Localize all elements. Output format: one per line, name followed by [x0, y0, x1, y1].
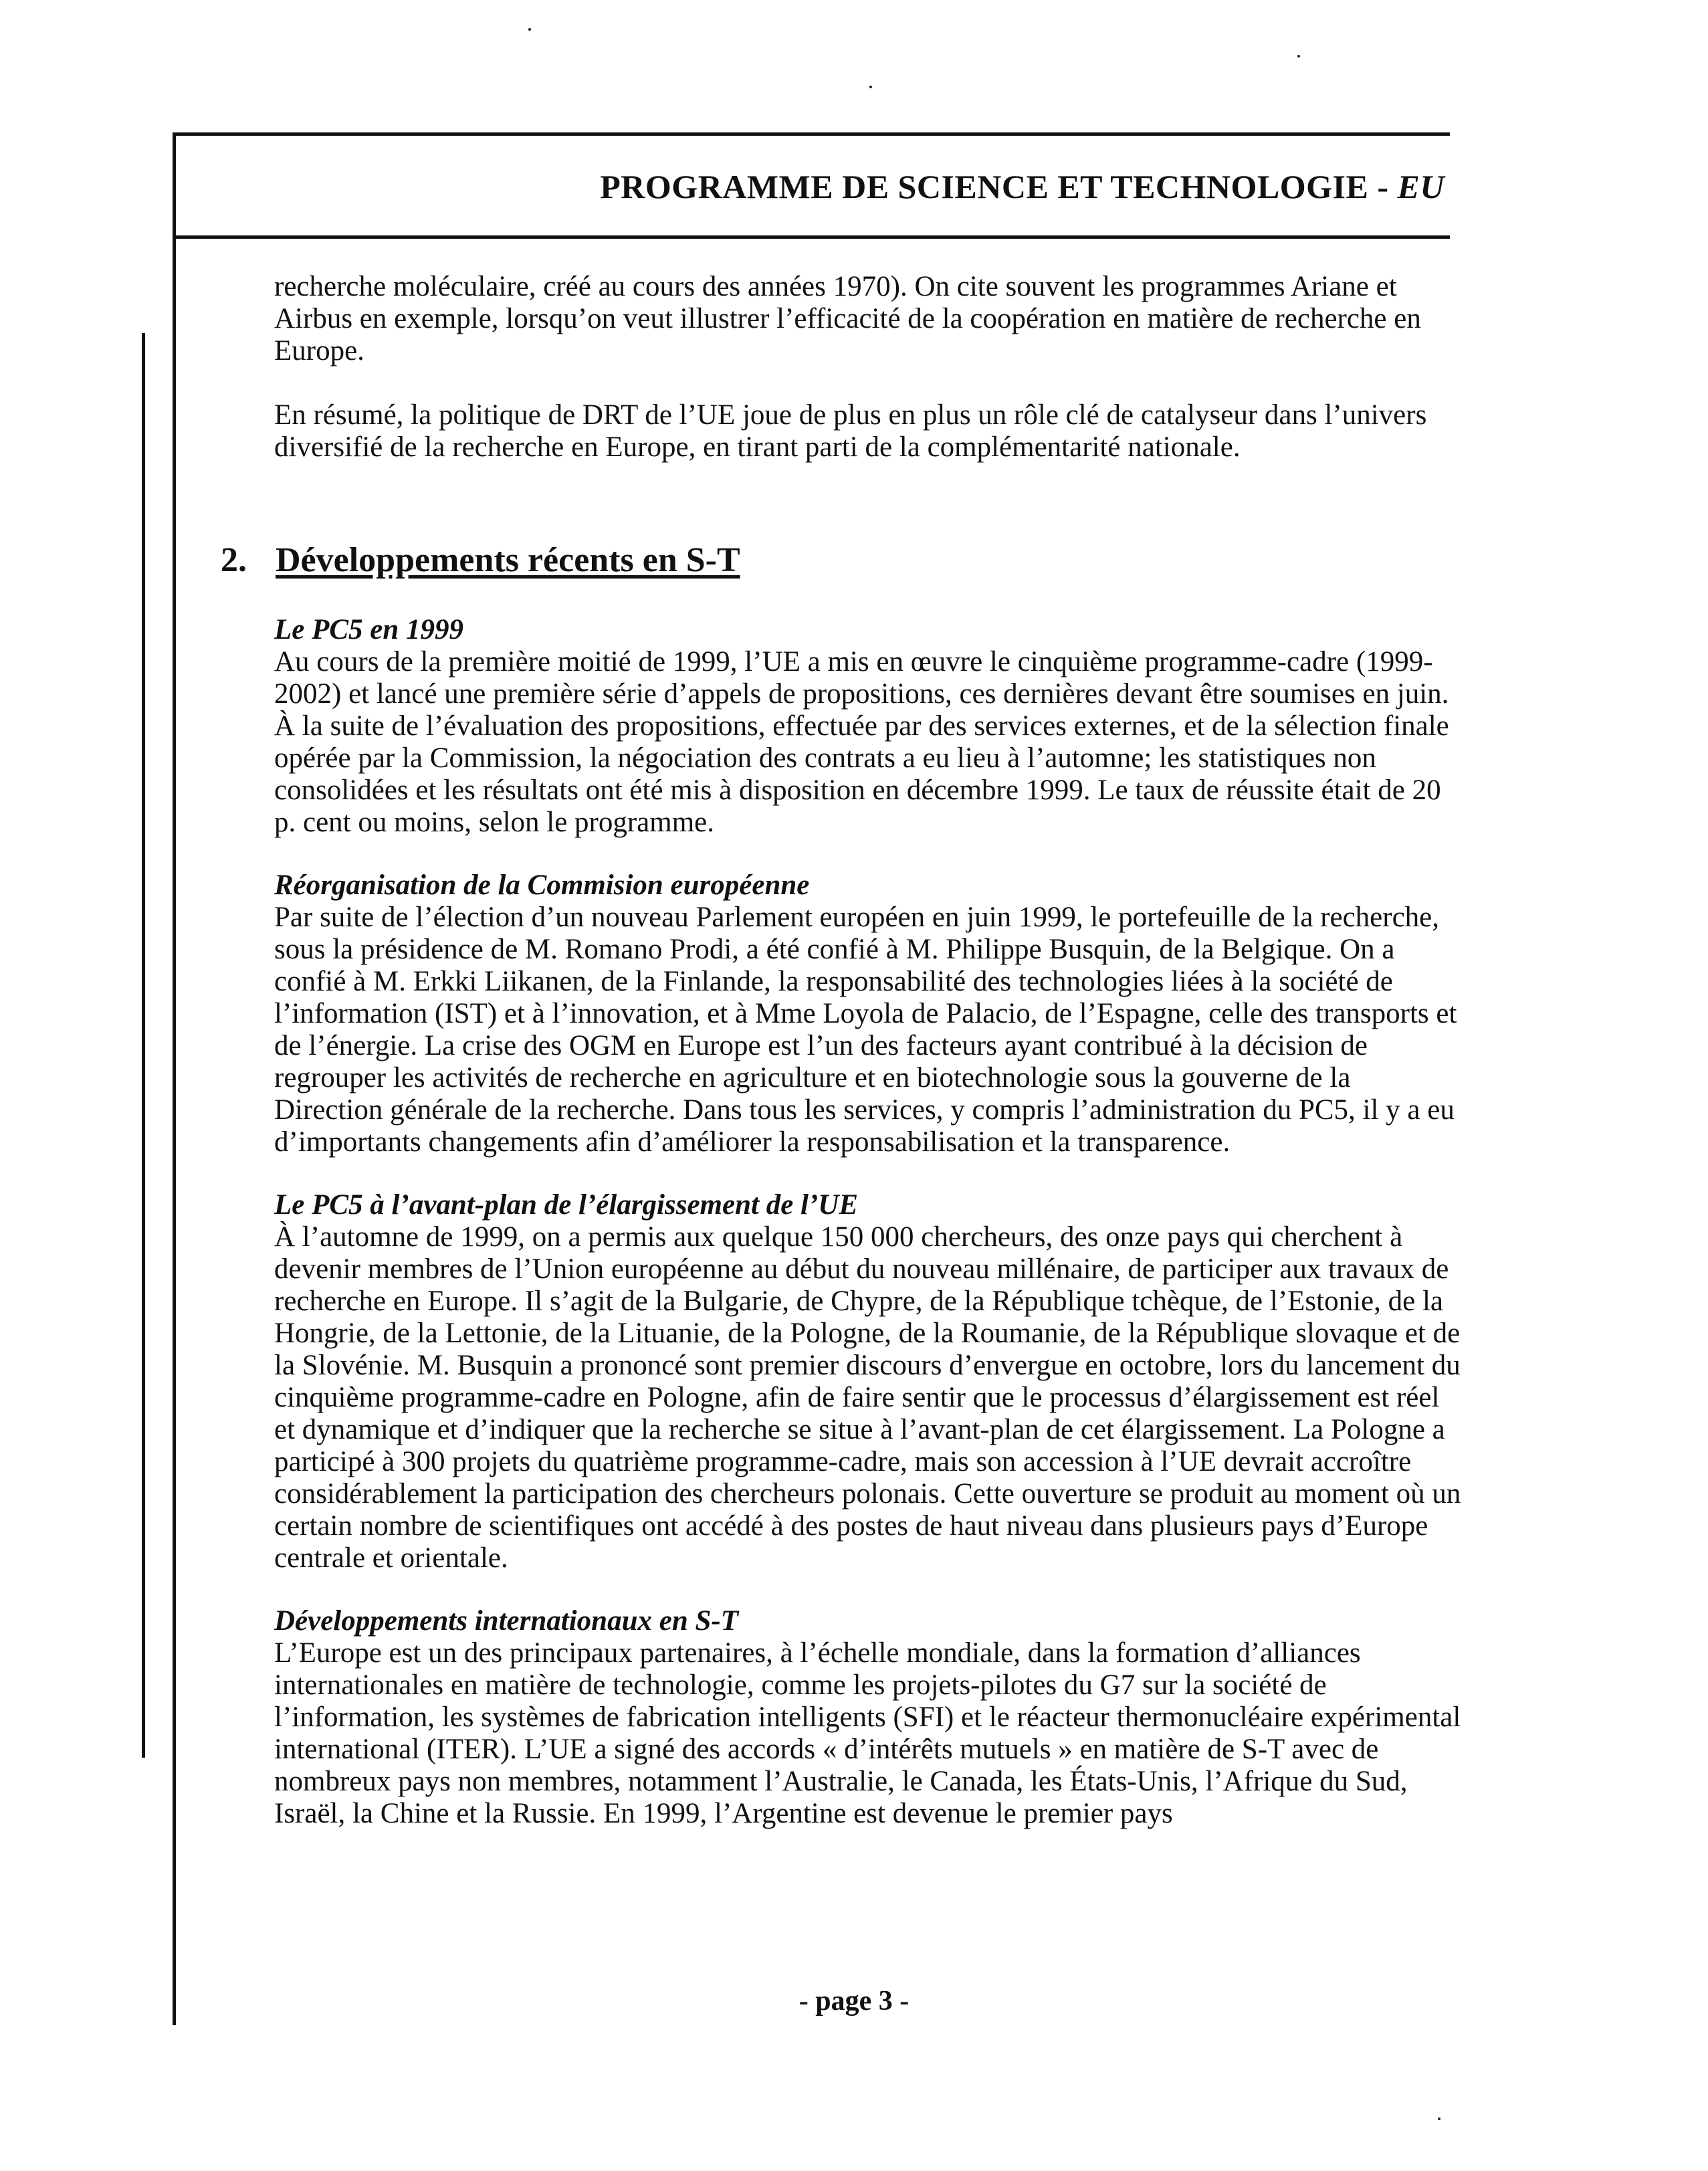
subsection-text: Par suite de l’élection d’un nouveau Parlement européen en juin 1999, le portefeuille de la recherche, sous la présidence de M. Romano Prodi, a été confié à M. Philippe Busquin, de la Belgique. On a confié à M. Erkki Liikanen, de la Finlande, la responsabilité des technologies liées à la société de l’information (IST) et à l’innovation, et à Mme Loyola de Palacio, de l’Espagne, celle des transports et de l’énergie. La crise des OGM en Europe est l’un des facteurs ayant contribué à la décision de regrouper les activités de recherche en agriculture et en biotechnologie sous la gouverne de la Direction générale de la recherche. Dans tous les services, y compris l’administration du PC5, il y a eu d’importants changements afin d’améliorer la responsabilisation et la transparence. — [274, 902, 1457, 1158]
subsection-text: L’Europe est un des principaux partenaires, à l’échelle mondiale, dans la formation d’alliances internationales en matière de technologie, comme les projets-pilotes du G7 sur la société de l’information, les systèmes de fabrication intelligents (SFI) et le réacteur thermonucléaire expérimental international (ITER). L’UE a signé des accords « d’intérêts mutuels » en matière de S-T avec de nombreux pays non membres, notamment l’Australie, le Canada, les États-Unis, l’Afrique du Sud, Israël, la Chine et la Russie. En 1999, l’Argentine est devenue le premier pays — [274, 1637, 1461, 1829]
subsection-heading: Le PC5 en 1999 — [274, 614, 464, 645]
running-header-text: PROGRAMME DE SCIENCE ET TECHNOLOGIE - — [600, 168, 1398, 205]
intro-paragraph-2: En résumé, la politique de DRT de l’UE joue de plus en plus un rôle clé de catalyseur dans l’univers diversifié de la recherche en Europe, en tirant parti de la complémentarité nationale. — [274, 399, 1427, 463]
section-title: Développements récents en S-T — [276, 541, 740, 579]
page-number: - page 3 - — [798, 1986, 910, 2017]
scan-speck — [869, 86, 872, 88]
subsection-reorganisation — [274, 869, 1465, 1158]
scan-speck — [528, 28, 531, 31]
header-bottom-rule — [173, 235, 1450, 239]
scan-speck — [1438, 2117, 1440, 2120]
subsection-international — [274, 1605, 1465, 1830]
running-header-suffix: EU — [1397, 168, 1445, 205]
scan-speck — [1297, 55, 1300, 58]
left-frame-rule — [173, 132, 176, 2025]
subsection-heading: Le PC5 à l’avant-plan de l’élargissement de l’UE — [274, 1189, 859, 1221]
subsection-heading: Réorganisation de la Commision européenne — [274, 869, 810, 901]
header-top-rule — [173, 132, 1450, 136]
subsection-heading: Développements internationaux en S-T — [274, 1605, 738, 1637]
change-bar — [142, 333, 145, 1758]
subsection-text: À l’automne de 1999, on a permis aux quelque 150 000 chercheurs, des onze pays qui cherchent à devenir membres de l’Union européenne au début du nouveau millénaire, de participer aux travaux de recherche en Europe. Il s’agit de la Bulgarie, de Chypre, de la République tchèque, de l’Estonie, de la Hongrie, de la Lettonie, de la Lituanie, de la Pologne, de la Roumanie, de la République slovaque et de la Slovénie. M. Busquin a prononcé sont premier discours d’envergue en octobre, lors du lancement du cinquième programme-cadre en Pologne, afin de faire sentir que le processus d’élargissement est réel et dynamique et d’indiquer que la recherche se situe à l’avant-plan de cet élargissement. La Pologne a participé à 300 projets du quatrième programme-cadre, mais son accession à l’UE devrait accroître considérablement la participation des chercheurs polonais. Cette ouverture se produit au moment où un certain nombre de scientifiques ont accédé à des postes de haut niveau dans plusieurs pays d’Europe centrale et orientale. — [274, 1221, 1461, 1574]
section-body — [274, 614, 1465, 1861]
subsection-pc5-1999 — [274, 614, 1465, 839]
section-number: 2. — [221, 541, 247, 579]
intro-text — [274, 271, 1465, 463]
subsection-text: Au cours de la première moitié de 1999, l’UE a mis en œuvre le cinquième programme-cadre (1999-2002) et lancé une première série d’appels de propositions, ces dernières devant être soumises en juin. À la suite de l’évaluation des propositions, effectuée par des services externes, et de la sélection finale opérée par la Commission, la négociation des contrats a eu lieu à l’automne; les statistiques non consolidées et les résultats ont été mis à disposition en décembre 1999. Le taux de réussite était de 20 p. cent ou moins, selon le programme. — [274, 646, 1449, 838]
running-header — [401, 167, 1445, 206]
section-heading — [221, 540, 740, 580]
intro-paragraph-1: recherche moléculaire, créé au cours des années 1970). On cite souvent les programmes Ariane et Airbus en exemple, lorsqu’on veut illustrer l’efficacité de la coopération en matière de recherche en Europe. — [274, 271, 1421, 367]
subsection-elargissement — [274, 1189, 1465, 1574]
